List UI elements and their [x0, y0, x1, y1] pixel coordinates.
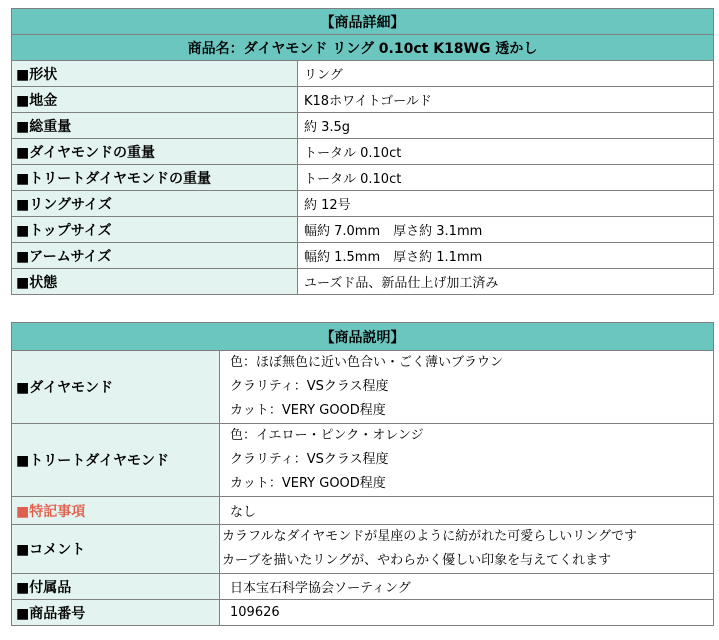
description-row-diamond: [12, 351, 714, 424]
detail-label: ■形状: [12, 61, 298, 87]
detail-label: ■地金: [12, 87, 298, 113]
treat-diamond-info: [220, 424, 714, 497]
comment-line: カラフルなダイヤモンドが星座のように紡がれた可愛らしいリングです: [222, 529, 637, 544]
details-header-row: [12, 9, 714, 35]
detail-row-total-weight: [12, 113, 714, 139]
detail-row-treat-diamond-weight: [12, 165, 714, 191]
detail-value: トータル 0.10ct: [298, 139, 714, 165]
details-title: 【商品詳細】: [12, 9, 714, 35]
treat-diamond-label: ■トリートダイヤモンド: [12, 424, 220, 497]
treat-diamond-color: 色：イエロー・ピンク・オレンジ: [230, 428, 424, 443]
detail-row-arm-size: [12, 243, 714, 269]
detail-value: ユーズド品、新品仕上げ加工済み: [298, 269, 714, 295]
detail-label: ■総重量: [12, 113, 298, 139]
accessory-value: 日本宝石科学協会ソーティング: [220, 574, 714, 600]
detail-row-condition: [12, 269, 714, 295]
diamond-label: ■ダイヤモンド: [12, 351, 220, 424]
detail-value: 約 3.5g: [298, 113, 714, 139]
detail-label: ■リングサイズ: [12, 191, 298, 217]
product-number-value: 109626: [220, 600, 714, 626]
detail-value: トータル 0.10ct: [298, 165, 714, 191]
detail-value: リング: [298, 61, 714, 87]
detail-label: ■状態: [12, 269, 298, 295]
description-row-treat-diamond: [12, 424, 714, 497]
detail-value: 幅約 7.0mm 厚さ約 3.1mm: [298, 217, 714, 243]
treat-diamond-clarity: クラリティ：VSクラス程度: [230, 452, 389, 467]
product-number-label: ■商品番号: [12, 600, 220, 626]
description-row-accessory: [12, 574, 714, 600]
detail-label: ■トップサイズ: [12, 217, 298, 243]
detail-label: ■ダイヤモンドの重量: [12, 139, 298, 165]
product-name-row: [12, 35, 714, 61]
description-row-comment: [12, 525, 714, 574]
detail-row-metal: [12, 87, 714, 113]
detail-label: ■トリートダイヤモンドの重量: [12, 165, 298, 191]
product-details-table: [11, 8, 714, 295]
detail-value: 約 12号: [298, 191, 714, 217]
description-header-row: [12, 323, 714, 351]
special-notes-label: ■特記事項: [12, 497, 220, 525]
comment-line: カーブを描いたリングが、やわらかく優しい印象を与えてくれます: [222, 553, 612, 568]
detail-row-ring-size: [12, 191, 714, 217]
detail-row-shape: [12, 61, 714, 87]
detail-value: 幅約 1.5mm 厚さ約 1.1mm: [298, 243, 714, 269]
comment-text: [220, 525, 714, 574]
description-row-special: [12, 497, 714, 525]
description-row-product-number: [12, 600, 714, 626]
detail-label: ■アームサイズ: [12, 243, 298, 269]
description-title: 【商品説明】: [12, 323, 714, 351]
detail-row-diamond-weight: [12, 139, 714, 165]
product-name: 商品名：ダイヤモンド リング 0.10ct K18WG 透かし: [12, 35, 714, 61]
diamond-color: 色：ほぼ無色に近い色合い・ごく薄いブラウン: [230, 355, 504, 370]
detail-row-top-size: [12, 217, 714, 243]
diamond-clarity: クラリティ：VSクラス程度: [230, 379, 389, 394]
product-description-table: [11, 322, 714, 626]
diamond-cut: カット：VERY GOOD程度: [230, 403, 386, 418]
special-notes-value: なし: [220, 497, 714, 525]
comment-label: ■コメント: [12, 525, 220, 574]
diamond-info: [220, 351, 714, 424]
accessory-label: ■付属品: [12, 574, 220, 600]
treat-diamond-cut: カット：VERY GOOD程度: [230, 476, 386, 491]
detail-value: K18ホワイトゴールド: [298, 87, 714, 113]
